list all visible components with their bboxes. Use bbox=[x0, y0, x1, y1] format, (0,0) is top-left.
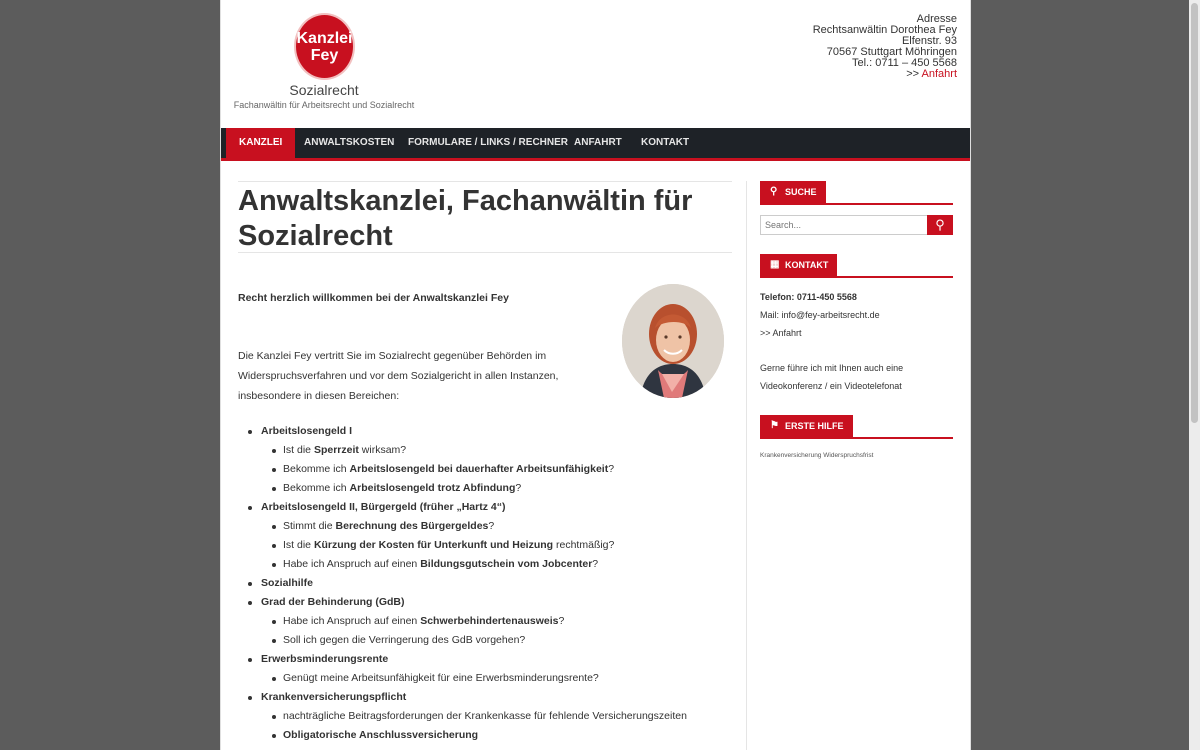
question-highlight: Schwerbehindertenausweis bbox=[420, 615, 559, 627]
search-button[interactable] bbox=[927, 215, 953, 235]
question-text-end: ? bbox=[608, 463, 615, 475]
page-scrollbar[interactable] bbox=[1189, 0, 1200, 750]
question-text-end: ? bbox=[488, 520, 495, 532]
page-container bbox=[220, 0, 971, 750]
contact-mail[interactable]: Mail: info@fey-arbeitsrecht.de bbox=[760, 310, 880, 320]
contact-note-line-1: Gerne führe ich mit Ihnen auch eine bbox=[760, 363, 904, 373]
nav-item-anwaltskosten[interactable]: ANWALTSKOSTEN bbox=[304, 137, 395, 148]
widget-search-header bbox=[760, 181, 953, 205]
service-question bbox=[238, 612, 732, 631]
address-city: 70567 Stuttgart Möhringen bbox=[826, 46, 957, 58]
question-highlight: Berechnung des Bürgergeldes bbox=[335, 520, 489, 532]
welcome-text: Recht herzlich willkommen bei der Anwaltskanzlei Fey bbox=[238, 292, 509, 304]
question-text: Habe ich Anspruch auf einen bbox=[283, 615, 421, 627]
service-category: Arbeitslosengeld I bbox=[238, 422, 732, 441]
widget-firstaid-tab bbox=[760, 415, 853, 437]
service-category: Erwerbsminderungsrente bbox=[238, 650, 732, 669]
service-question bbox=[238, 536, 732, 555]
site-name[interactable]: Sozialrecht bbox=[289, 82, 359, 98]
question-text: Bekomme ich bbox=[283, 463, 350, 475]
service-category: Arbeitslosengeld II, Bürgergeld (früher „Hartz 4“) bbox=[238, 498, 732, 517]
question-text: Genügt meine Arbeitsunfähigkeit für eine Erwerbsminderungsrente? bbox=[283, 672, 599, 684]
nav-item-anfahrt[interactable]: ANFAHRT bbox=[574, 137, 622, 148]
question-text-end: ? bbox=[592, 558, 599, 570]
service-category: Sozialhilfe bbox=[238, 574, 732, 593]
main-navigation bbox=[221, 128, 970, 161]
question-text: Stimmt die bbox=[283, 520, 336, 532]
address-label: Adresse bbox=[916, 13, 957, 25]
question-highlight: Arbeitslosengeld trotz Abfindung bbox=[349, 482, 516, 494]
tag-cloud bbox=[760, 452, 873, 459]
service-question bbox=[238, 631, 732, 650]
nav-item-kontakt[interactable]: KONTAKT bbox=[641, 137, 690, 148]
widget-contact-tab bbox=[760, 254, 837, 276]
address-street: Elfenstr. 93 bbox=[901, 35, 957, 47]
nav-item-formulare[interactable]: FORMULARE / LINKS / RECHNER bbox=[408, 137, 568, 148]
tag-link[interactable]: Widerspruchsfrist bbox=[823, 452, 874, 459]
services-list bbox=[238, 422, 732, 745]
contact-note-line-2: Videokonferenz / ein Videotelefonat bbox=[760, 381, 902, 391]
service-question bbox=[238, 479, 732, 498]
widget-contact-header bbox=[760, 254, 953, 278]
grid-icon: ▦ bbox=[770, 259, 780, 270]
service-question bbox=[238, 669, 732, 688]
scrollbar-thumb[interactable] bbox=[1191, 3, 1198, 423]
question-highlight: Obligatorische Anschlussversicherung bbox=[283, 729, 479, 741]
question-text: Habe ich Anspruch auf einen bbox=[283, 558, 421, 570]
question-text: nachträgliche Beitragsforderungen der Krankenkasse für fehlende Versicherungszeiten bbox=[283, 710, 687, 722]
question-text: Ist die bbox=[283, 444, 314, 456]
question-highlight: Arbeitslosengeld bei dauerhafter Arbeitsunfähigkeit bbox=[349, 463, 609, 475]
site-description: Fachanwältin für Arbeitsrecht und Sozialrecht bbox=[233, 100, 415, 110]
title-divider-bottom bbox=[238, 252, 732, 253]
sidebar-divider bbox=[746, 181, 747, 750]
search-button-icon: ⚲ bbox=[935, 217, 945, 232]
logo-line-1: Kanzlei bbox=[296, 30, 353, 47]
intro-text: Die Kanzlei Fey vertritt Sie im Sozialrecht gegenüber Behörden im Widerspruchsverfahren und vor dem Sozialgericht in allen Instanzen, insbesondere in diesen Bereichen: bbox=[238, 350, 559, 402]
directions-prefix: >> bbox=[906, 68, 922, 80]
tag-link[interactable]: Krankenversicherung bbox=[760, 452, 822, 459]
service-category: Grad der Behinderung (GdB) bbox=[238, 593, 732, 612]
service-question bbox=[238, 517, 732, 536]
question-text: Bekomme ich bbox=[283, 482, 350, 494]
service-category: Krankenversicherungspflicht bbox=[238, 688, 732, 707]
lawyer-portrait bbox=[622, 284, 724, 398]
page-title: Anwaltskanzlei, Fachanwältin für Sozialrecht bbox=[238, 185, 693, 252]
search-icon: ⚲ bbox=[770, 186, 778, 197]
question-highlight: Sperrzeit bbox=[313, 444, 359, 456]
question-highlight: Bildungsgutschein vom Jobcenter bbox=[420, 558, 593, 570]
widget-search-tab bbox=[760, 181, 826, 203]
address-name: Rechtsanwältin Dorothea Fey bbox=[812, 24, 957, 36]
widget-contact-title: KONTAKT bbox=[785, 260, 829, 270]
contact-phone: Telefon: 0711-450 5568 bbox=[760, 292, 857, 302]
tag-icon: ⚑ bbox=[770, 420, 779, 431]
question-text-end: rechtmäßig? bbox=[553, 539, 615, 551]
site-logo[interactable] bbox=[294, 13, 355, 80]
address-directions bbox=[813, 69, 957, 80]
contact-directions-link[interactable]: >> Anfahrt bbox=[760, 328, 802, 338]
question-text: Soll ich gegen die Verringerung des GdB vorgehen? bbox=[283, 634, 526, 646]
widget-firstaid-header bbox=[760, 415, 953, 439]
question-text-end: ? bbox=[515, 482, 522, 494]
question-text-end: ? bbox=[558, 615, 565, 627]
widget-firstaid-title: ERSTE HILFE bbox=[785, 421, 844, 431]
service-question bbox=[238, 726, 732, 745]
question-text: Ist die bbox=[283, 539, 314, 551]
question-highlight: Kürzung der Kosten für Unterkunft und Heizung bbox=[313, 539, 554, 551]
search-input[interactable] bbox=[760, 215, 928, 235]
service-question bbox=[238, 555, 732, 574]
header-address bbox=[813, 14, 957, 80]
service-question bbox=[238, 441, 732, 460]
title-divider-top bbox=[238, 181, 732, 182]
service-question bbox=[238, 460, 732, 479]
nav-item-kanzlei[interactable]: KANZLEI bbox=[226, 128, 295, 158]
question-text-end: wirksam? bbox=[358, 444, 407, 456]
address-phone: Tel.: 0711 – 450 5568 bbox=[852, 57, 957, 69]
directions-link[interactable]: Anfahrt bbox=[921, 68, 957, 80]
service-question bbox=[238, 707, 732, 726]
portrait-image bbox=[622, 284, 724, 398]
widget-search-title: SUCHE bbox=[785, 187, 817, 197]
logo-line-2: Fey bbox=[310, 47, 339, 64]
